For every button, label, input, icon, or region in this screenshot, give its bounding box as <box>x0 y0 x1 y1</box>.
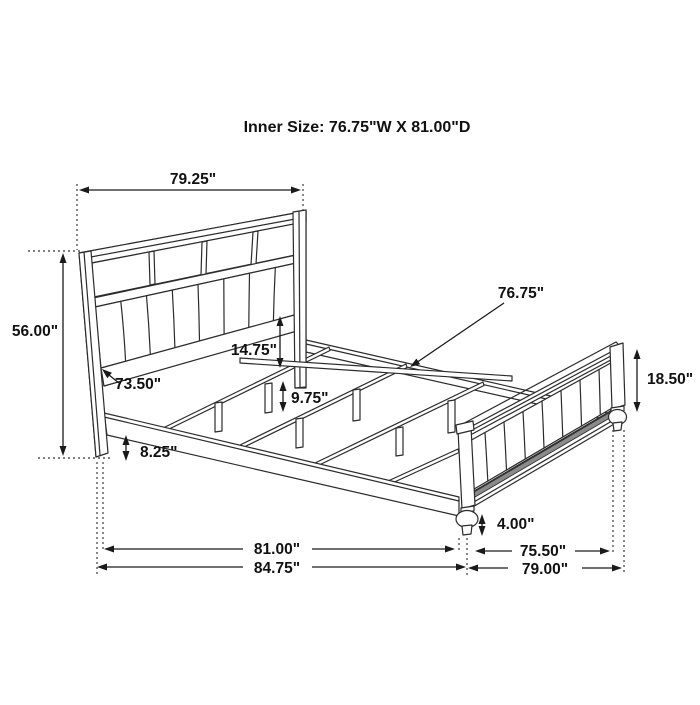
dim-label-inner-width-headboard: 73.50" <box>115 376 162 393</box>
dim-label-slat-height: 9.75" <box>291 390 329 407</box>
dim-label-footboard-inner-width: 75.50" <box>519 543 567 560</box>
footboard-right-foot <box>609 406 627 431</box>
dim-inner-slat-width <box>410 285 544 367</box>
dim-label-rail-floor-clearance: 8.25" <box>140 444 178 461</box>
dim-label-overall-depth: 84.75" <box>253 560 301 577</box>
dim-label-footboard-height: 18.50" <box>647 371 694 388</box>
dim-headboard-width <box>79 171 301 194</box>
dim-footboard-height <box>634 349 694 412</box>
dim-footboard-inner-width <box>475 543 610 560</box>
dim-label-inner-depth: 81.00" <box>253 541 301 558</box>
footboard <box>456 342 627 535</box>
dim-label-headboard-width: 79.25" <box>169 171 217 188</box>
dim-inner-depth <box>104 541 455 558</box>
slat-legs <box>215 383 455 456</box>
dim-label-headboard-clearance: 14.75" <box>230 342 277 359</box>
dim-foot-height <box>479 514 535 536</box>
dim-overall-depth <box>97 560 466 577</box>
dim-label-foot-height: 4.00" <box>497 516 535 533</box>
dim-label-footboard-width: 79.00" <box>521 561 569 578</box>
dim-footboard-width <box>468 561 622 578</box>
dim-label-inner-slat-width: 76.75" <box>497 285 545 302</box>
inner-size-title: Inner Size: 76.75"W X 81.00"D <box>243 119 471 136</box>
dim-label-headboard-height: 56.00" <box>11 323 59 340</box>
footboard-right-post <box>610 343 625 409</box>
dim-headboard-height <box>12 253 67 456</box>
